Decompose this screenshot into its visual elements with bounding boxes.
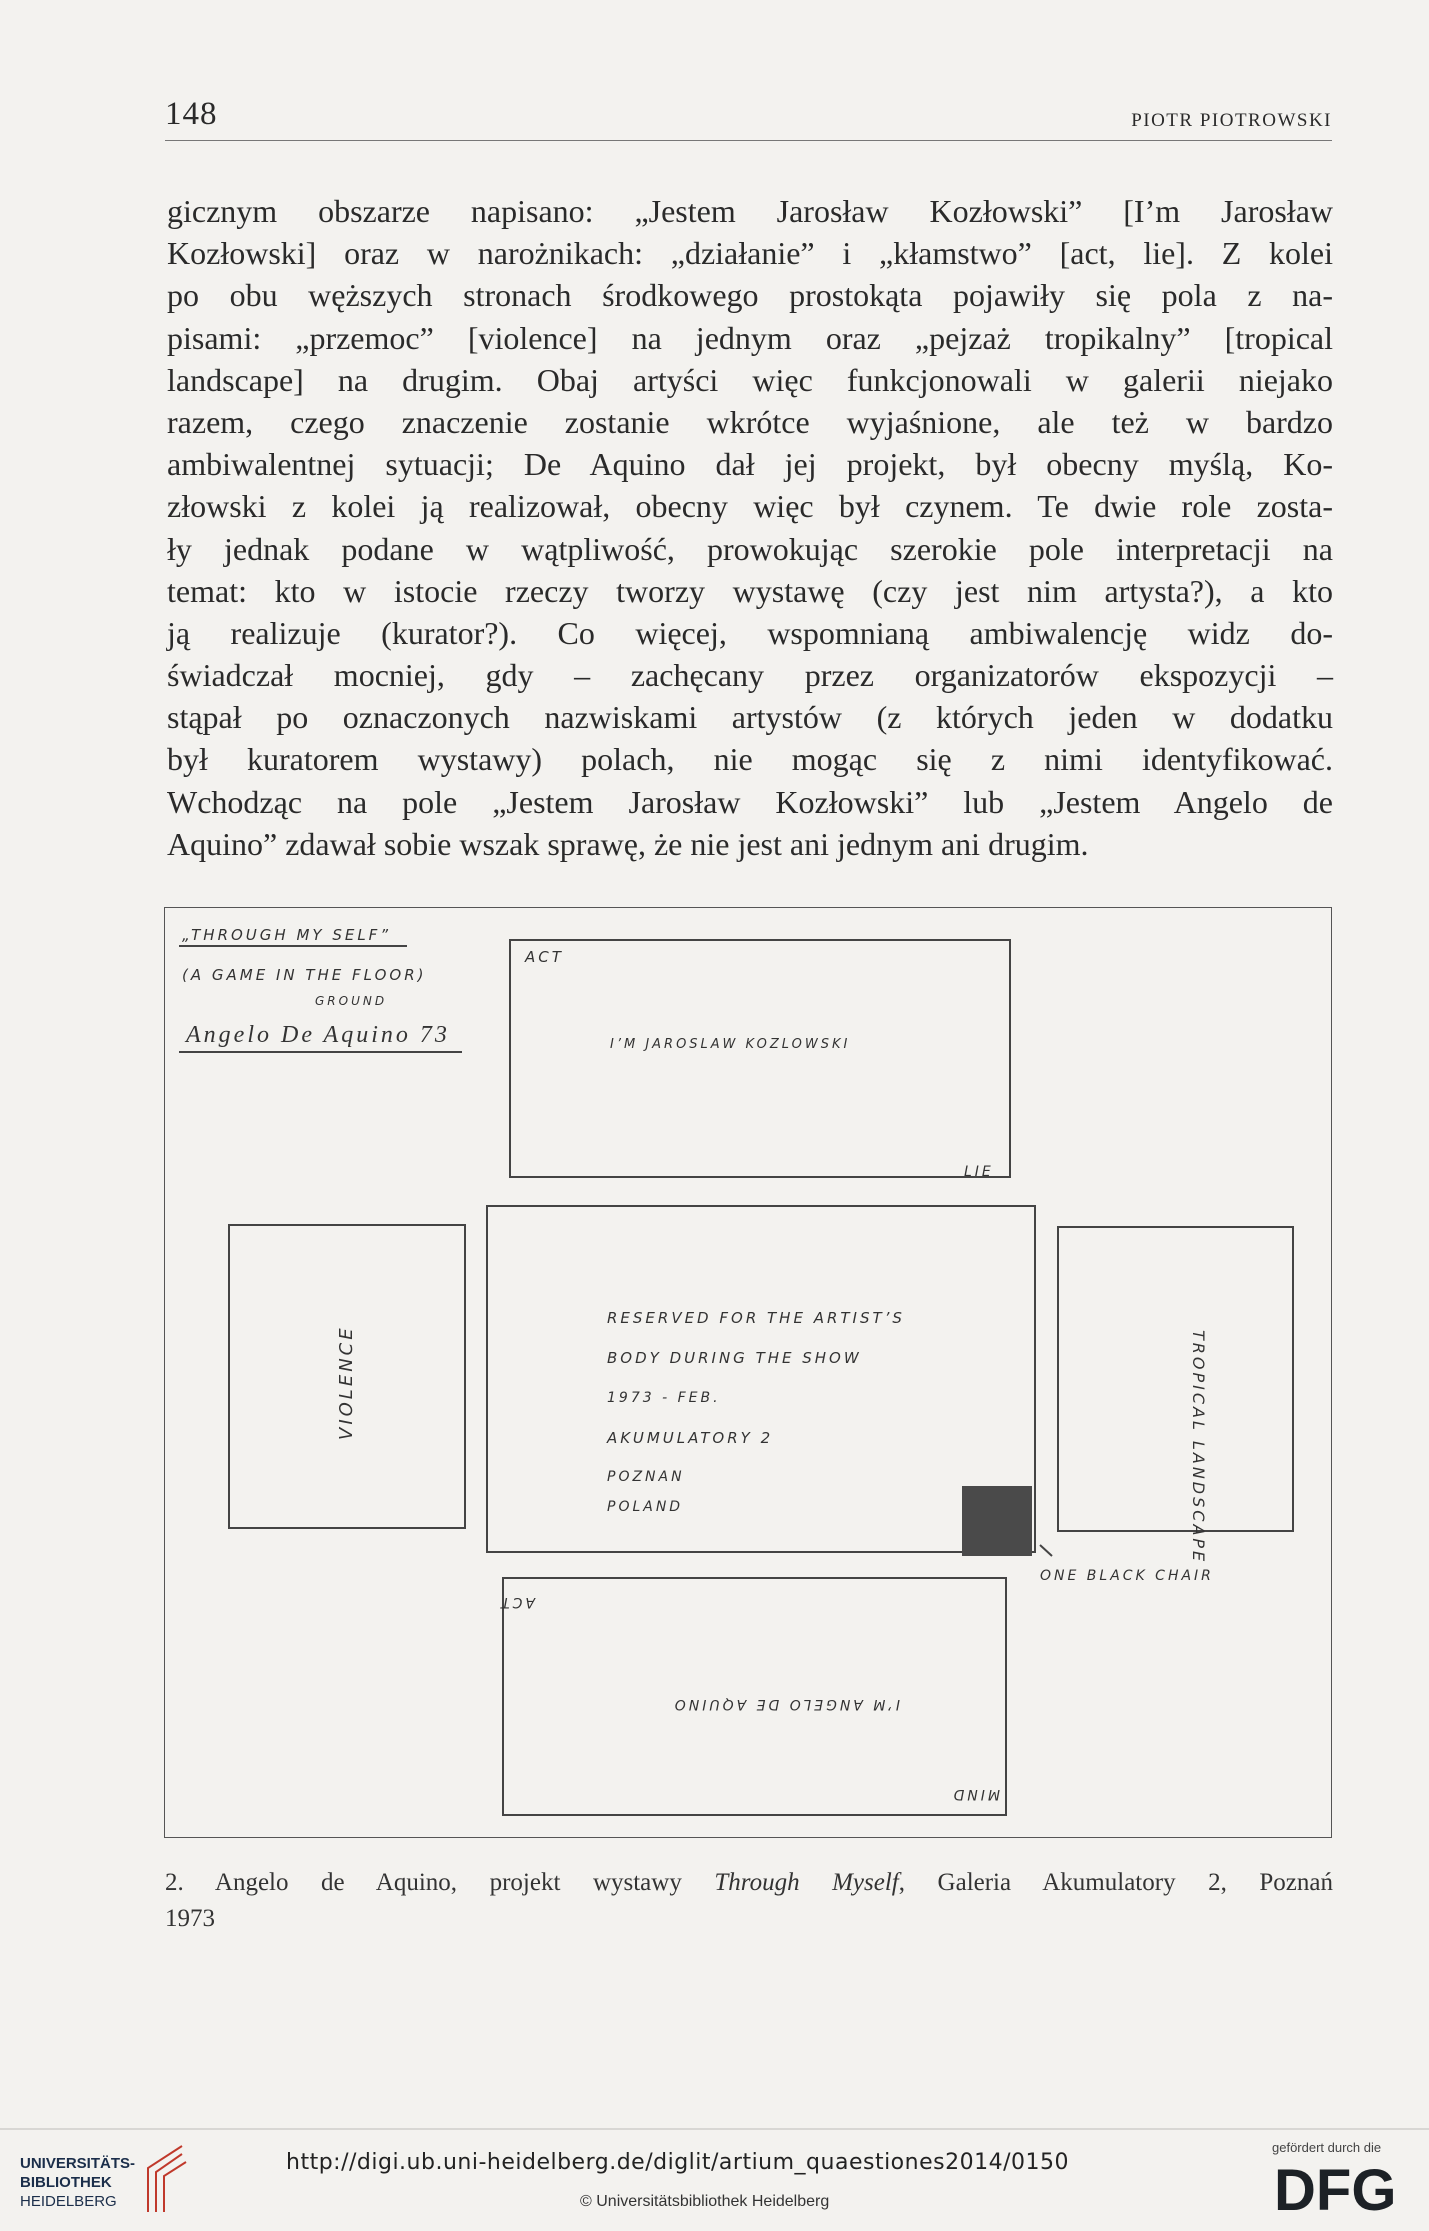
top-field-act: ACT bbox=[525, 948, 564, 966]
center-line-3: 1973 - FEB. bbox=[607, 1390, 721, 1406]
footer-bar bbox=[0, 2130, 1429, 2231]
bottom-field-mind: MIND bbox=[950, 1786, 1000, 1802]
center-line-5: POZNAN bbox=[607, 1469, 685, 1485]
body-line: stąpał po oznaczonych nazwiskami artystów (z których jeden w dodatku bbox=[167, 699, 1333, 736]
artist-signature: Angelo De Aquino 73 bbox=[186, 1022, 450, 1048]
body-line: ły jednak podane w wątpliwość, prowokując szerokie pole interpretacji na bbox=[167, 530, 1333, 567]
figure-caption bbox=[165, 1865, 1333, 1937]
body-line: złowski z kolei ją realizował, obecny więc był czynem. Te dwie role zosta- bbox=[167, 488, 1333, 525]
library-name-line: UNIVERSITÄTS- bbox=[20, 2155, 136, 2172]
center-line-2: BODY DURING THE SHOW bbox=[607, 1349, 862, 1367]
body-line: razem, czego znaczenie zostanie wkrótce wyjaśnione, ale też w bardzo bbox=[167, 403, 1333, 440]
caption-work-title: Through Myself bbox=[714, 1869, 899, 1896]
figure-title-ground: GROUND bbox=[315, 994, 388, 1008]
library-name-line: BIBLIOTHEK bbox=[20, 2174, 112, 2191]
plan-field-right bbox=[1058, 1227, 1293, 1531]
caption-text: , Galeria Akumulatory 2, Poznań bbox=[898, 1869, 1333, 1896]
black-chair-icon bbox=[962, 1486, 1032, 1556]
body-line: po obu węższych stronach środkowego prostokąta pojawiły się pola z na- bbox=[167, 277, 1333, 314]
bottom-field-label: I’M ANGELO DE AQUINO bbox=[671, 1696, 900, 1712]
top-field-label: I’M JAROSLAW KOZLOWSKI bbox=[610, 1037, 851, 1052]
center-line-6: POLAND bbox=[607, 1499, 684, 1515]
dfg-logo-icon bbox=[1274, 2158, 1414, 2220]
footer-url-link[interactable]: http://digi.ub.uni-heidelberg.de/diglit/artium_quaestiones2014/0150 bbox=[286, 2150, 1069, 2175]
chair-pointer bbox=[1040, 1545, 1052, 1556]
body-line: temat: kto w istocie rzeczy tworzy wystawę (czy jest nim artysta?), a kto bbox=[167, 572, 1333, 609]
body-line: gicznym obszarze napisano: „Jestem Jarosław Kozłowski” [I’m Jarosław bbox=[167, 193, 1333, 229]
plan-field-top bbox=[510, 940, 1010, 1177]
body-line: Aquino” zdawał sobie wszak sprawę, że nie jest ani jednym ani drugim. bbox=[167, 825, 1089, 862]
funded-by-label: gefördert durch die bbox=[1272, 2140, 1382, 2155]
top-field-lie: LIE bbox=[964, 1164, 994, 1180]
plan-field-center bbox=[487, 1206, 1035, 1552]
page-number: 148 bbox=[165, 96, 218, 132]
body-line: był kuratorem wystawy) polach, nie mogąc się z nimi identyfikować. bbox=[167, 741, 1333, 778]
library-logo-icon bbox=[140, 2140, 200, 2220]
body-line: ambiwalentnej sytuacji; De Aquino dał jej projekt, był obecny myślą, Ko- bbox=[167, 446, 1333, 483]
caption-line-1 bbox=[165, 1865, 1333, 1901]
bottom-field-act: ACT bbox=[498, 1594, 535, 1610]
library-name-line: HEIDELBERG bbox=[20, 2193, 117, 2210]
running-head: PIOTR PIOTROWSKI bbox=[1131, 110, 1332, 131]
right-field-label: TROPICAL LANDSCAPE bbox=[1189, 1330, 1208, 1565]
center-line-1: RESERVED FOR THE ARTIST’S bbox=[607, 1309, 905, 1327]
figure-title-2: (A GAME IN THE FLOOR) bbox=[182, 966, 427, 984]
body-line: świadczał mocniej, gdy – zachęcany przez organizatorów ekspozycji – bbox=[167, 657, 1333, 694]
body-line: landscape] na drugim. Obaj artyści więc funkcjonowali w galerii niejako bbox=[167, 361, 1333, 398]
library-name bbox=[20, 2154, 135, 2211]
dfg-logo-text: DFG bbox=[1274, 2158, 1397, 2220]
left-field-label: VIOLENCE bbox=[336, 1325, 357, 1440]
body-line: pisami: „przemoc” [violence] na jednym oraz „pejzaż tropikalny” [tropical bbox=[167, 319, 1333, 356]
body-line: ją realizuje (kurator?). Co więcej, wspomnianą ambiwalencję widz do- bbox=[167, 614, 1333, 651]
caption-line-2: 1973 bbox=[165, 1905, 215, 1932]
body-line: Kozłowski] oraz w narożnikach: „działanie” i „kłamstwo” [act, lie]. Z kolei bbox=[167, 235, 1333, 272]
body-line: Wchodząc na pole „Jestem Jarosław Kozłowski” lub „Jestem Angelo de bbox=[167, 783, 1333, 820]
footer-copyright: © Universitätsbibliothek Heidelberg bbox=[580, 2193, 830, 2210]
caption-text: 2. Angelo de Aquino, projekt wystawy bbox=[165, 1869, 715, 1896]
figure-title-1: „THROUGH MY SELF” bbox=[182, 926, 392, 944]
center-line-4: AKUMULATORY 2 bbox=[607, 1429, 774, 1447]
chair-label: ONE BLACK CHAIR bbox=[1040, 1568, 1214, 1584]
